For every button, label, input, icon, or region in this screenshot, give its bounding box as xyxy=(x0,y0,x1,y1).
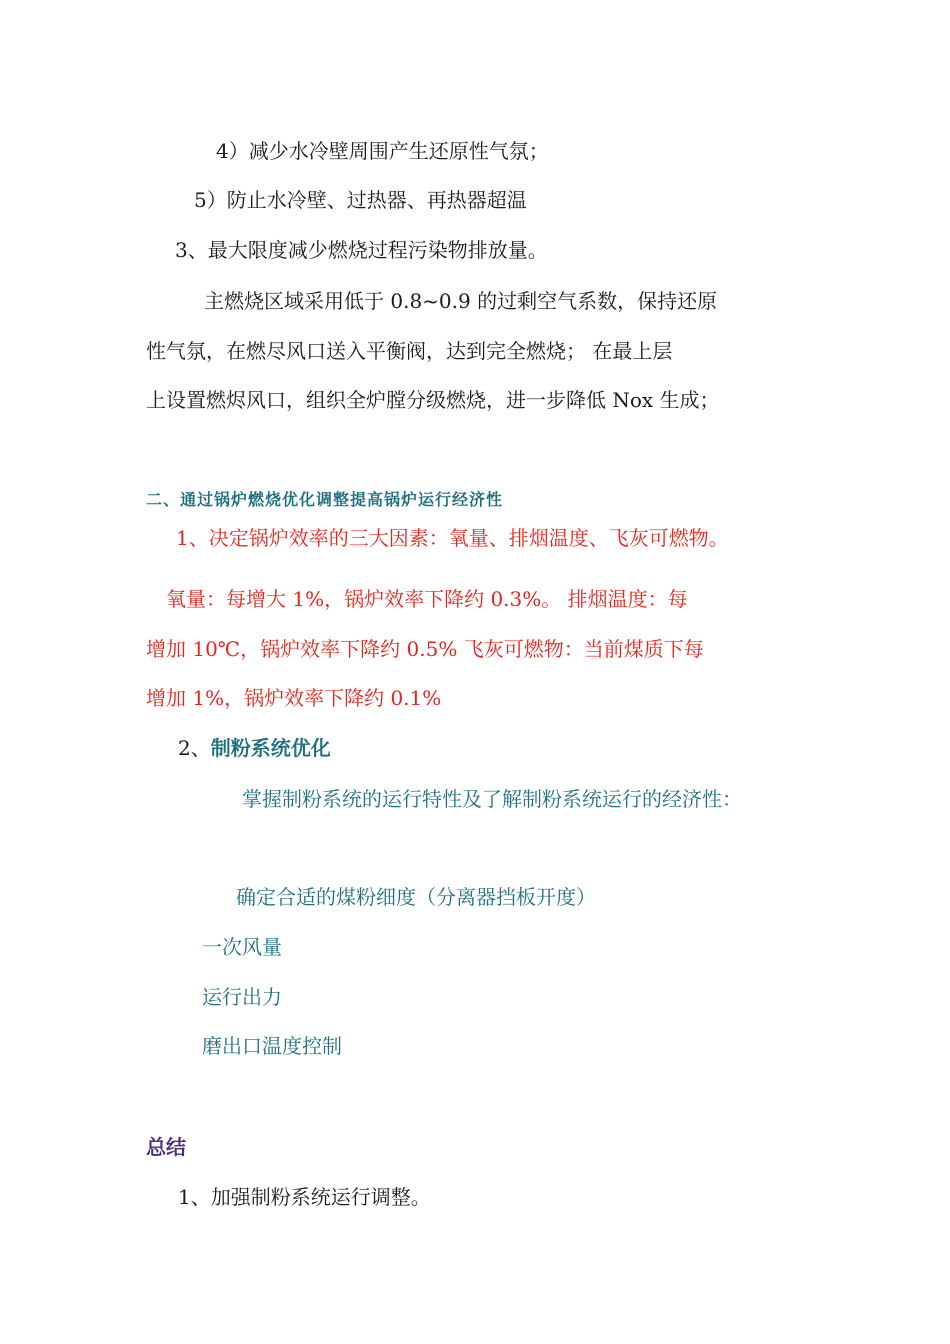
section-heading-2: 二、通过锅炉燃烧优化调整提高锅炉运行经济性 xyxy=(146,490,504,509)
mill-system-intro: 掌握制粉系统的运行特性及了解制粉系统运行的经济性： xyxy=(242,787,742,811)
mill-item-output: 运行出力 xyxy=(202,985,282,1009)
point-3: 3、最大限度减少燃烧过程污染物排放量。 xyxy=(175,238,548,262)
summary-heading: 总结 xyxy=(146,1135,186,1159)
efficiency-detail-line-2: 增加 10℃，锅炉效率下降约 0.5% 飞灰可燃物：当前煤质下每 xyxy=(146,637,704,661)
paragraph-line-3: 上设置燃烬风口，组织全炉膛分级燃烧，进一步降低 Nox 生成； xyxy=(146,388,720,412)
mill-system-point xyxy=(178,734,331,762)
efficiency-detail-line-1: 氧量：每增大 1%，锅炉效率下降约 0.3%。 排烟温度：每 xyxy=(166,587,688,611)
list-item-5: 5）防止水冷壁、过热器、再热器超温 xyxy=(194,188,527,212)
efficiency-factors: 1、决定锅炉效率的三大因素：氧量、排烟温度、飞灰可燃物。 xyxy=(176,526,729,550)
list-item-4: 4）减少水冷壁周围产生还原性气氛； xyxy=(216,139,549,163)
mill-system-number: 2、 xyxy=(178,736,211,760)
efficiency-detail-line-3: 增加 1%，锅炉效率下降约 0.1% xyxy=(146,686,442,710)
mill-item-primary-air: 一次风量 xyxy=(202,935,282,959)
paragraph-line-1: 主燃烧区域采用低于 0.8~0.9 的过剩空气系数，保持还原 xyxy=(204,289,718,313)
mill-item-fineness: 确定合适的煤粉细度（分离器挡板开度） xyxy=(236,885,596,909)
mill-item-outlet-temp: 磨出口温度控制 xyxy=(202,1034,342,1058)
mill-system-title: 制粉系统优化 xyxy=(210,736,331,760)
summary-point-1: 1、加强制粉系统运行调整。 xyxy=(178,1185,431,1209)
paragraph-line-2: 性气氛，在燃尽风口送入平衡阀，达到完全燃烧； 在最上层 xyxy=(146,339,673,363)
